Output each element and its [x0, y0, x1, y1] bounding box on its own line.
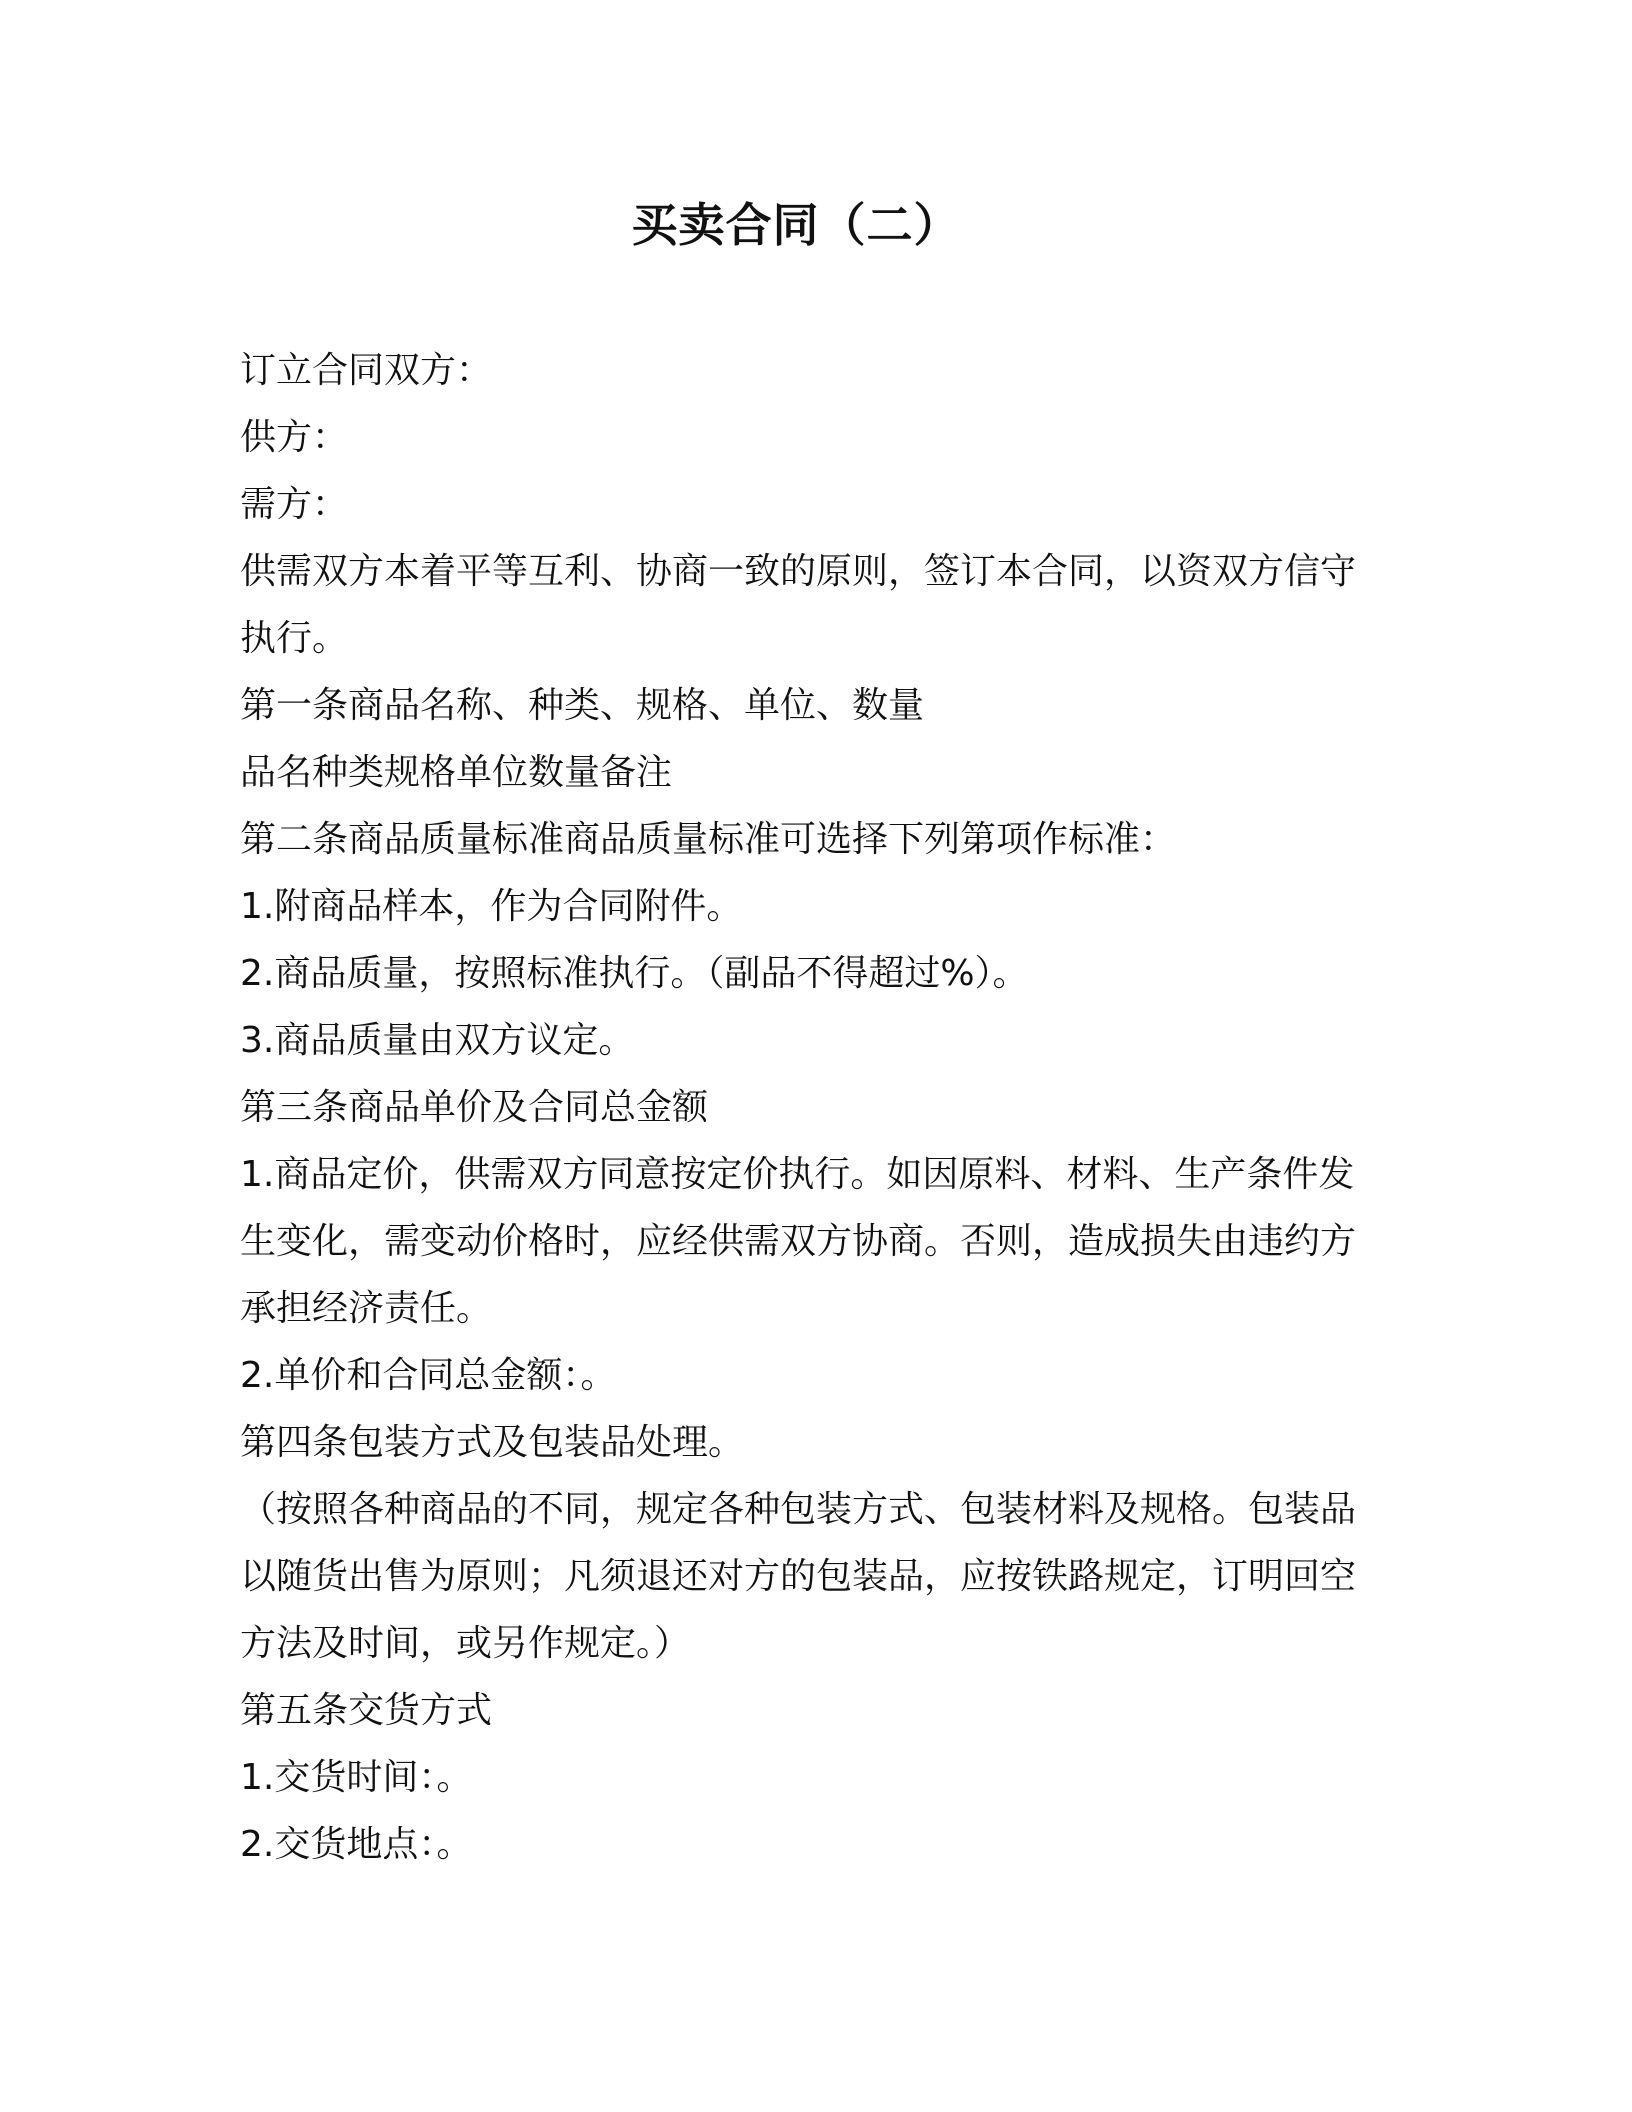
body-line: 执行。 [240, 618, 349, 659]
body-line: 方法及时间，或另作规定。） [240, 1623, 691, 1664]
body-line: 第三条商品单价及合同总金额 [240, 1087, 709, 1128]
body-line: （按照各种商品的不同，规定各种包装方式、包装材料及规格。包装品 [240, 1489, 1357, 1530]
body-line: 2.交货地点：。 [240, 1824, 473, 1865]
body-line: 承担经济责任。 [240, 1288, 493, 1329]
body-line: 第四条包装方式及包装品处理。 [240, 1422, 745, 1463]
body-line: 供需双方本着平等互利、协商一致的原则，签订本合同，以资双方信守 [240, 551, 1357, 592]
body-line: 1.附商品样本，作为合同附件。 [240, 886, 743, 927]
body-line: 需方： [240, 484, 349, 525]
body-line: 以随货出售为原则；凡须退还对方的包装品，应按铁路规定，订明回空 [240, 1556, 1357, 1597]
body-line: 第五条交货方式 [240, 1690, 493, 1731]
body-line: 3.商品质量由双方议定。 [240, 1020, 635, 1061]
body-line: 第一条商品名称、种类、规格、单位、数量 [240, 685, 925, 726]
body-line: 2.单价和合同总金额：。 [240, 1355, 617, 1396]
document-title: 买卖合同（二） [631, 198, 961, 252]
body-line: 订立合同双方： [240, 350, 493, 391]
body-line: 供方： [240, 417, 349, 458]
body-line: 1.交货时间：。 [240, 1757, 473, 1798]
body-line: 1.商品定价，供需双方同意按定价执行。如因原料、材料、生产条件发 [240, 1154, 1355, 1195]
body-line: 第二条商品质量标准商品质量标准可选择下列第项作标准： [240, 819, 1177, 860]
body-line: 生变化，需变动价格时，应经供需双方协商。否则，造成损失由违约方 [240, 1221, 1357, 1262]
document-body [240, 337, 1400, 1878]
body-line: 2.商品质量，按照标准执行。（副品不得超过%）。 [240, 953, 1029, 994]
body-line: 品名种类规格单位数量备注 [240, 752, 673, 793]
